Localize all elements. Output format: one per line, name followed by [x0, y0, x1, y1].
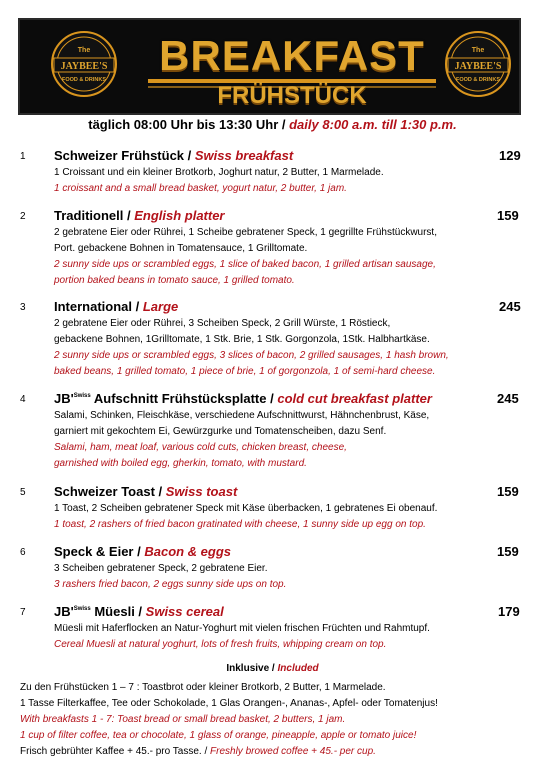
item-name-de-prefix: JB': [54, 604, 74, 619]
item-name-superscript: Swiss: [73, 606, 91, 612]
item-desc-de: 2 gebratene Eier oder Rührei, 1 Scheibe gebratener Speck, 1 gegrillte Frühstückwurst,: [54, 227, 437, 238]
item-name-de: Traditionell /: [54, 208, 131, 223]
svg-text:The: The: [471, 47, 485, 54]
inclusive-line-en: With breakfasts 1 - 7: Toast bread or small bread basket, 2 butters, 1 jam.: [20, 714, 346, 725]
item-desc-en: portion baked beans in tomato sauce, 1 grilled tomato.: [54, 275, 295, 286]
item-desc-en: 1 croissant and a small bread basket, yogurt natur, 2 butter, 1 jam.: [54, 183, 347, 194]
item-price: 179: [498, 604, 520, 619]
item-name-en: Swiss cereal: [145, 604, 224, 619]
item-desc-en: baked beans, 1 grilled tomato, 1 piece of brie, 1 of gorgonzola, 1 of semi-hard cheese.: [54, 366, 436, 377]
item-name-de: Speck & Eier /: [54, 544, 141, 559]
item-desc-de: gebackene Bohnen, 1Grilltomate, 1 Stk. Brie, 1 Stk. Gorgonzola, 1Stk. Halbhartkäse.: [54, 334, 430, 345]
opening-hours: [0, 117, 545, 132]
hours-de: täglich 08:00 Uhr bis 13:30 Uhr /: [88, 117, 286, 132]
jaybees-logo: [50, 30, 118, 98]
item-name: [54, 148, 293, 163]
inclusive-title-en: Included: [277, 663, 319, 674]
svg-text:The: The: [77, 47, 91, 54]
inclusive-line-de: 1 Tasse Filterkaffee, Tee oder Schokolade, 1 Glas Orangen-, Ananas-, Apfel- oder Tomatenjus!: [20, 698, 438, 709]
item-number: 7: [20, 607, 26, 618]
item-desc-de: Müesli mit Haferflocken an Natur-Yoghurt mit vielen frischen Früchten und Rahmtupf.: [54, 623, 430, 634]
hours-en: daily 8:00 a.m. till 1:30 p.m.: [289, 117, 457, 132]
svg-text:JAYBEE'S: JAYBEE'S: [60, 61, 108, 72]
inclusive-title-de: Inklusive /: [226, 663, 275, 674]
item-desc-de: Port. gebackene Bohnen in Tomatensauce, 1 Grilltomate.: [54, 243, 308, 254]
svg-text:FOOD & DRINKS: FOOD & DRINKS: [62, 77, 106, 83]
svg-text:FOOD & DRINKS: FOOD & DRINKS: [456, 77, 500, 83]
item-number: 3: [20, 302, 26, 313]
item-desc-de: 3 Scheiben gebratener Speck, 2 gebratene Eier.: [54, 563, 268, 574]
coffee-note-de: Frisch gebrühter Kaffee + 45.- pro Tasse. /: [20, 746, 208, 757]
item-desc-en: 1 toast, 2 rashers of fried bacon gratinated with cheese, 1 sunny side up egg on top.: [54, 519, 426, 530]
item-desc-en: Salami, ham, meat loaf, various cold cuts, chicken breast, cheese,: [54, 442, 347, 453]
item-desc-en: Cereal Muesli at natural yoghurt, lots of fresh fruits, whipping cream on top.: [54, 639, 387, 650]
item-desc-de: Salami, Schinken, Fleischkäse, verschiedene Aufschnittwurst, Hähnchenbrust, Käse,: [54, 410, 430, 421]
item-price: 129: [499, 148, 521, 163]
inclusive-line-de: Zu den Frühstücken 1 – 7 : Toastbrot oder kleiner Brotkorb, 2 Butter, 1 Marmelade.: [20, 682, 386, 693]
item-name: [54, 484, 237, 499]
item-price: 245: [499, 299, 521, 314]
item-number: 6: [20, 547, 26, 558]
coffee-note: [20, 744, 530, 760]
item-desc-en: 2 sunny side ups or scrambled eggs, 1 slice of baked bacon, 1 grilled artisan sausage,: [54, 259, 436, 270]
item-desc-de: 1 Toast, 2 Scheiben gebratener Speck mit Käse überbacken, 1 gebratenes Ei obenauf.: [54, 503, 438, 514]
coffee-note-en: Freshly browed coffee + 45.- per cup.: [210, 746, 376, 757]
item-name: [54, 604, 224, 619]
item-name: [54, 391, 432, 406]
item-name-en: Large: [142, 299, 179, 314]
item-name-en: Bacon & eggs: [144, 544, 232, 559]
item-price: 159: [497, 544, 519, 559]
item-desc-en: 2 sunny side ups or scrambled eggs, 3 slices of bacon, 2 grilled sausages, 1 hash brown,: [54, 350, 449, 361]
inclusive-title: [0, 663, 545, 674]
title-fruehstueck: FRÜHSTÜCK: [217, 82, 367, 109]
item-name-de-prefix: JB': [54, 391, 74, 406]
header-banner: [18, 18, 521, 115]
item-name: [54, 299, 178, 314]
item-name-de: Schweizer Frühstück /: [54, 148, 192, 163]
item-desc-de: 2 gebratene Eier oder Rührei, 3 Scheiben Speck, 2 Grill Würste, 1 Röstieck,: [54, 318, 391, 329]
item-name-de: Aufschnitt Frühstücksplatte /: [90, 391, 274, 406]
title-breakfast: BREAKFAST: [159, 32, 425, 79]
item-name: [54, 544, 231, 559]
item-number: 2: [20, 211, 26, 222]
item-name-de: Schweizer Toast /: [54, 484, 163, 499]
item-desc-de: garniert mit gekochtem Ei, Gewürzgurke und Tomatenscheiben, dazu Senf.: [54, 426, 387, 437]
item-number: 4: [20, 394, 26, 405]
item-price: 245: [497, 391, 519, 406]
item-number: 5: [20, 487, 26, 498]
item-desc-de: 1 Croissant und ein kleiner Brotkorb, Joghurt natur, 2 Butter, 1 Marmelade.: [54, 167, 384, 178]
jaybees-logo: [444, 30, 512, 98]
item-name-en: Swiss toast: [165, 484, 238, 499]
item-name-superscript: Swiss: [73, 393, 91, 399]
item-name-de: Müesli /: [90, 604, 143, 619]
item-name-en: English platter: [134, 208, 225, 223]
item-price: 159: [497, 208, 519, 223]
item-desc-en: 3 rashers fried bacon, 2 eggs sunny side ups on top.: [54, 579, 287, 590]
item-name-en: cold cut breakfast platter: [277, 391, 432, 406]
item-price: 159: [497, 484, 519, 499]
inclusive-line-en: 1 cup of filter coffee, tea or chocolate, 1 glass of orange, pineapple, apple or tomato juice!: [20, 730, 417, 741]
svg-text:JAYBEE'S: JAYBEE'S: [454, 61, 502, 72]
item-desc-en: garnished with boiled egg, gherkin, tomato, with mustard.: [54, 458, 307, 469]
item-name: [54, 208, 225, 223]
item-name-de: International /: [54, 299, 140, 314]
item-name-en: Swiss breakfast: [194, 148, 294, 163]
item-number: 1: [20, 151, 26, 162]
